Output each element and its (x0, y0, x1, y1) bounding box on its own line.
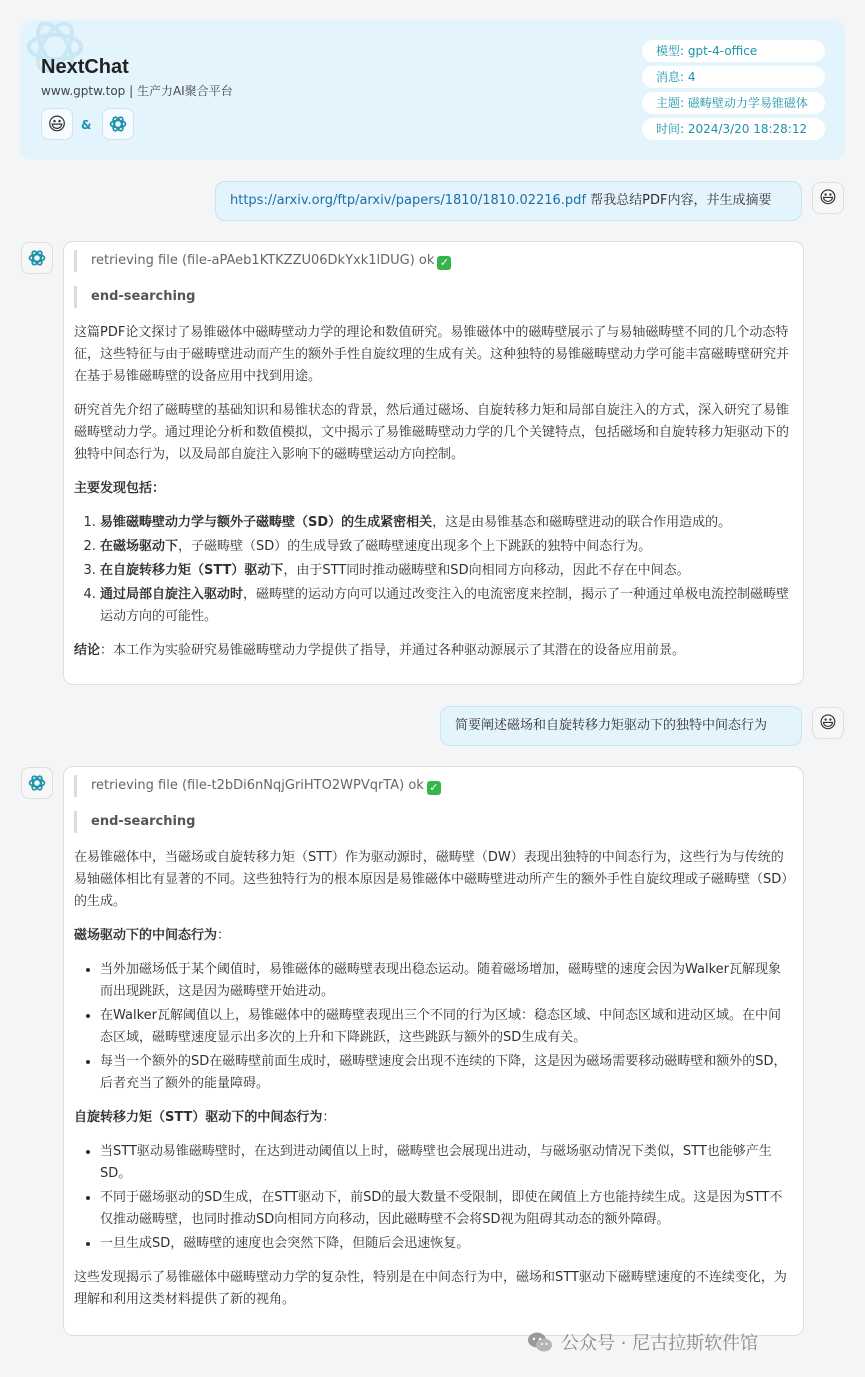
retrieving-text: retrieving file (file-aPAeb1KTKZZU06DkYxk1lDUG) ok (91, 253, 435, 268)
app-subtitle: www.gptw.top | 生产力AI聚合平台 (41, 84, 233, 98)
chat-header (20, 20, 845, 160)
openai-logo-icon (27, 248, 47, 268)
smiley-icon: 😃 (47, 113, 67, 135)
section-heading: 磁场驱动下的中间态行为： (74, 928, 231, 943)
app-title: NextChat (41, 56, 129, 78)
ampersand: & (81, 118, 92, 132)
user-message (215, 181, 802, 221)
list-item: 4. 通过局部自旋注入驱动时，磁畴壁的运动方向可以通过改变注入的电流密度来控制，揭示了一种通过单极电流控制磁畴壁运动方向的可能性。 (100, 584, 793, 628)
wechat-icon (527, 1331, 553, 1353)
user-avatar (41, 108, 73, 140)
user-message-text: 帮我总结PDF内容，并生成摘要 (586, 193, 772, 208)
user-avatar (812, 182, 844, 214)
list-item: • 一旦生成SD，磁畴壁的速度也会突然下降，但随后会迅速恢复。 (100, 1233, 793, 1255)
user-message (440, 706, 802, 746)
assistant-message (63, 766, 804, 1336)
list-item: • 当STT驱动易锥磁畴壁时，在达到进动阈值以上时，磁畴壁也会展现出进动，与磁场驱动情况下类似，STT也能够产生SD。 (100, 1141, 793, 1185)
model-info: 模型: gpt-4-office (642, 40, 825, 62)
list-item: 2. 在磁场驱动下，子磁畴壁（SD）的生成导致了磁畴壁速度出现多个上下跳跃的独特中间态行为。 (100, 536, 793, 558)
findings-heading: 主要发现包括： (74, 481, 166, 496)
watermark (527, 1327, 758, 1357)
paragraph: 这篇PDF论文探讨了易锥磁体中磁畴壁动力学的理论和数值研究。易锥磁体中的磁畴壁展示了与易轴磁畴壁不同的几个动态特征，这些特征与由于磁畴壁进动而产生的额外手性自旋纹理的生成有关。这种独特的易锥磁畴壁动力学可能丰富磁畴壁研究并在基于易锥磁畴壁的设备应用中找到用途。 (74, 325, 790, 384)
paragraph: 这些发现揭示了易锥磁体中磁畴壁动力学的复杂性，特别是在中间态行为中，磁场和STT驱动下磁畴壁速度的不连续变化，为理解和利用这类材料提供了新的视角。 (74, 1270, 787, 1307)
searching-status: end-searching (74, 811, 793, 833)
openai-logo-icon (108, 114, 128, 134)
list-item: • 当外加磁场低于某个阈值时，易锥磁体的磁畴壁表现出稳态运动。随着磁场增加，磁畴壁的速度会因为Walker瓦解现象而出现跳跃，这是因为磁畴壁开始进动。 (100, 959, 793, 1003)
user-message-text: 简要阐述磁场和自旋转移力矩驱动下的独特中间态行为 (455, 718, 768, 733)
smiley-icon: 😃 (819, 713, 837, 733)
paragraph: 在易锥磁体中，当磁场或自旋转移力矩（STT）作为驱动源时，磁畴壁（DW）表现出独特的中间态行为，这些行为与传统的易轴磁体相比有显著的不同。这些独特行为的根本原因是易锥磁体中磁畴壁进动所产生的额外手性自旋纹理或子磁畴壁（SD）的生成。 (74, 850, 788, 909)
time-info: 时间: 2024/3/20 18:28:12 (642, 118, 825, 140)
list-item: 1. 易锥磁畴壁动力学与额外子磁畴壁（SD）的生成紧密相关，这是由易锥基态和磁畴壁进动的联合作用造成的。 (100, 512, 793, 534)
bot-avatar (102, 108, 134, 140)
topic-info: 主题: 磁畴壁动力学易锥磁体 (642, 92, 825, 114)
bullet-list (74, 959, 793, 1095)
paragraph: 研究首先介绍了磁畴壁的基础知识和易锥状态的背景，然后通过磁场、自旋转移力矩和局部自旋注入的方式，深入研究了易锥磁畴壁动力学。通过理论分析和数值模拟，文中揭示了易锥磁畴壁动力学的几个关键特点，包括磁场和自旋转移力矩驱动下的独特中间态行为，以及局部自旋注入影响下的磁畴壁运动方向控制。 (74, 403, 790, 462)
retrieving-status (74, 250, 793, 272)
searching-status: end-searching (74, 286, 793, 308)
list-item: • 在Walker瓦解阈值以上，易锥磁体中的磁畴壁表现出三个不同的行为区域：稳态区域、中间态区域和进动区域。在中间态区域，磁畴壁速度显示出多次的上升和下降跳跃，这些跳跃与额外的SD生成有关。 (100, 1005, 793, 1049)
check-mark-icon: ✓ (427, 781, 441, 795)
assistant-avatar (21, 767, 53, 799)
list-item: • 不同于磁场驱动的SD生成，在STT驱动下，前SD的最大数量不受限制，即使在阈值上方也能持续生成。这是因为STT不仅推动磁畴壁，也同时推动SD向相同方向移动，因此磁畴壁不会将SD视为阻碍其动态的额外障碍。 (100, 1187, 793, 1231)
bullet-list (74, 1141, 793, 1255)
assistant-message (63, 241, 804, 685)
check-mark-icon: ✓ (437, 256, 451, 270)
findings-list (74, 512, 793, 628)
pdf-link[interactable]: https://arxiv.org/ftp/arxiv/papers/1810/1810.02216.pdf (230, 193, 587, 208)
list-item: 3. 在自旋转移力矩（STT）驱动下，由于STT同时推动磁畴壁和SD向相同方向移动，因此不存在中间态。 (100, 560, 793, 582)
smiley-icon: 😃 (819, 188, 837, 208)
message-count: 消息: 4 (642, 66, 825, 88)
section-heading: 自旋转移力矩（STT）驱动下的中间态行为： (74, 1110, 336, 1125)
watermark-text: 公众号 · 尼古拉斯软件馆 (561, 1333, 759, 1354)
user-avatar (812, 707, 844, 739)
retrieving-text: retrieving file (file-t2bDi6nNqjGriHTO2WPVqrTA) ok (91, 778, 424, 793)
conclusion: 结论：本工作为实验研究易锥磁畴壁动力学提供了指导，并通过各种驱动源展示了其潜在的设备应用前景。 (74, 643, 686, 658)
assistant-avatar (21, 242, 53, 274)
openai-logo-icon (27, 773, 47, 793)
list-item: • 每当一个额外的SD在磁畴壁前面生成时，磁畴壁速度会出现不连续的下降，这是因为磁场需要移动磁畴壁和额外的SD，后者充当了额外的能量障碍。 (100, 1051, 793, 1095)
retrieving-status (74, 775, 793, 797)
